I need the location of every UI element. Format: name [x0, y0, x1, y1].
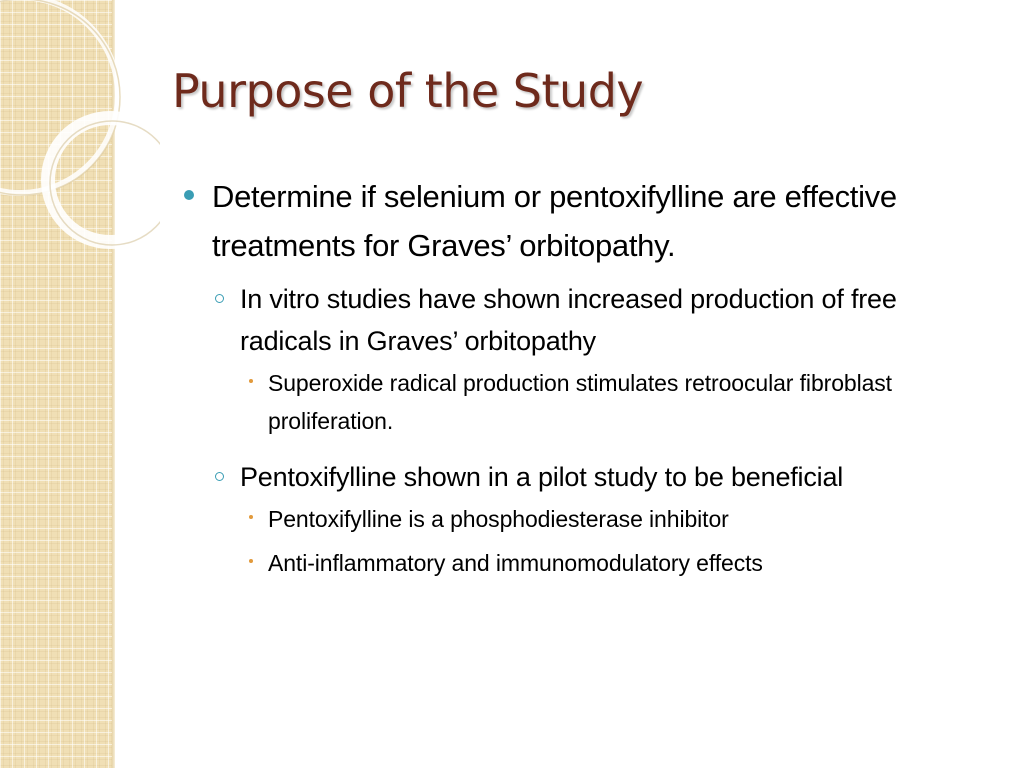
- decorative-rings-graphic: [0, 0, 160, 260]
- bullet-list: [184, 172, 994, 582]
- bullet-level3: [268, 544, 994, 582]
- bullet-ring-icon: [215, 472, 224, 481]
- bullet-small-dot-icon: [249, 559, 253, 563]
- slide-title: Purpose of the Study: [172, 64, 644, 118]
- bullet-level3: [268, 364, 994, 440]
- bullet-level1: [184, 172, 994, 270]
- bullet-level3-text: Anti-inflammatory and immunomodulatory effects: [268, 550, 763, 576]
- bullet-level2-text: Pentoxifylline shown in a pilot study to be beneficial: [240, 462, 844, 492]
- bullet-level2-text: In vitro studies have shown increased production of free radicals in Graves’ orbitopathy: [240, 284, 897, 356]
- bullet-level1-text: Determine if selenium or pentoxifylline are effective treatments for Graves’ orbitopathy.: [212, 179, 897, 263]
- bullet-small-dot-icon: [249, 379, 253, 383]
- bullet-level3: [268, 500, 994, 538]
- bullet-level2: [240, 456, 994, 498]
- bullet-dot-icon: [184, 190, 194, 200]
- bullet-level2: [240, 278, 994, 362]
- bullet-level3-text: Superoxide radical production stimulates retroocular fibroblast proliferation.: [268, 370, 892, 434]
- bullet-level3-text: Pentoxifylline is a phosphodiesterase inhibitor: [268, 506, 729, 532]
- bullet-ring-icon: [215, 294, 224, 303]
- bullet-small-dot-icon: [249, 515, 253, 519]
